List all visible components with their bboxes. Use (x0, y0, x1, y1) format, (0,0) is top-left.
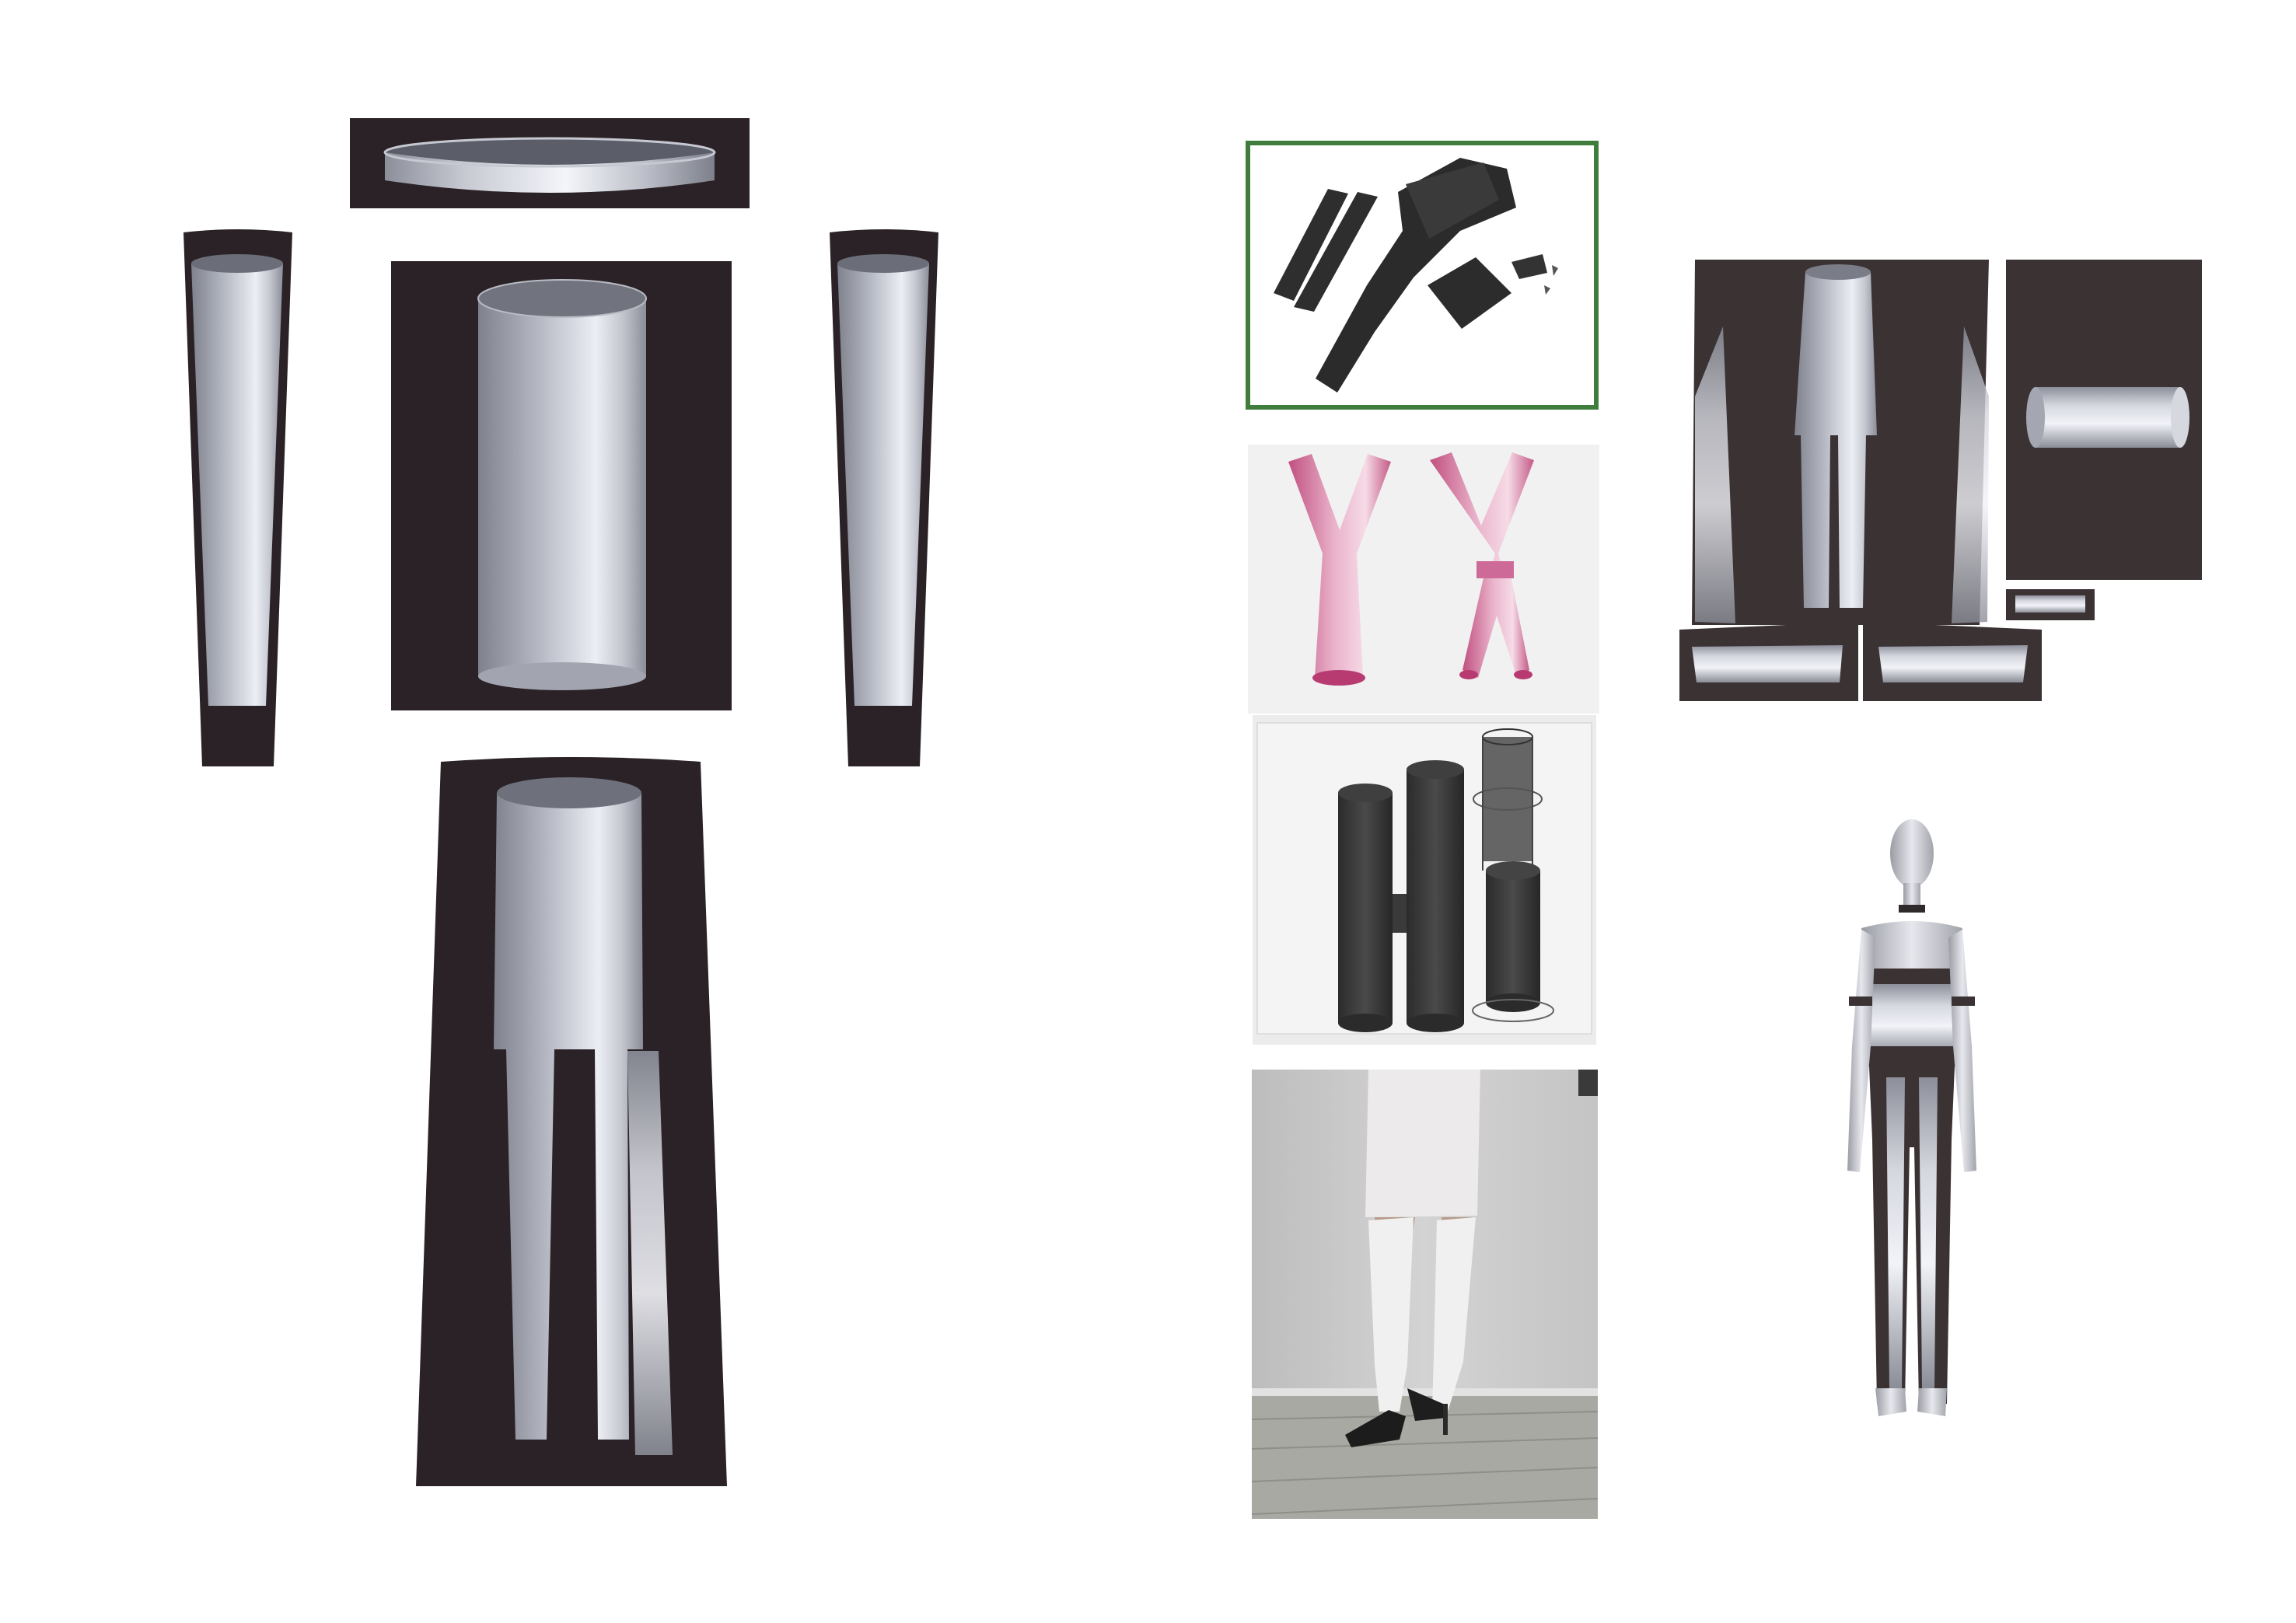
left-sleeve-piece (180, 228, 295, 766)
waistband-piece (350, 118, 750, 208)
body-tube-piece (391, 261, 732, 710)
pink-y-tube-sketch (1248, 445, 1599, 714)
black-fabric-pieces-photo (1246, 141, 1599, 410)
black-tube-model-sketch (1253, 715, 1596, 1045)
legs-wearing-photo (1252, 1070, 1598, 1519)
full-outfit-render (1830, 813, 1994, 1424)
digital-pattern-layout (1676, 257, 2205, 709)
trousers-piece (410, 756, 732, 1486)
right-sleeve-piece (826, 228, 942, 766)
